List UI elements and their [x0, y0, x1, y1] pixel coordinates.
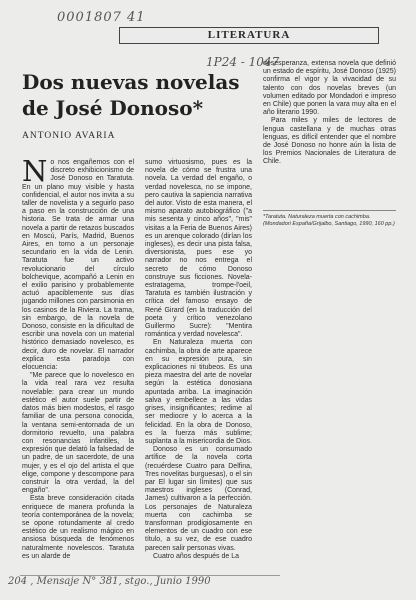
article-column-3 — [263, 60, 396, 167]
paragraph: Esta breve consideración citada enriquece de manera profunda la teoría contemporánea de la novela; se opone rotundamente al credo estético de un realismo mágico en ansiosa búsqueda de fenómenos naturalmente novelescos. Taratuta es un alarde de — [22, 495, 134, 560]
paragraph: Cuatro años después de La — [153, 552, 240, 560]
handwritten-reference: 1P24 - 1047 — [206, 55, 280, 69]
paragraph: Para miles y miles de lectores de lengua castellana y de muchas otras lenguas, es difícil entender que el nombre de José Donoso no honre aún la lista de los Premios Nacionales de Literatura de Chile. — [263, 117, 396, 166]
handwritten-archive-number: 0001807 41 — [57, 10, 146, 25]
drop-cap: N — [22, 154, 48, 188]
paragraph: Donoso es un consumado artífice de la novela corta (recuérdese Cuatro para Delfina, Tres novelitas burguesas), o el sin par El lugar sin límites) que sus maestros ingleses (Conrad, James) cultivaron a la perfección. Los personajes de Naturaleza muerta con cachimba se transforman prodigiosamente en elementos de un cuadro con ese título, a su vez, de ese cuadro parecen salir personas vivas. — [145, 446, 252, 552]
article-author: ANTONIO AVARIA — [22, 131, 116, 141]
handwritten-source-note: 204 , Mensaje N° 381, stgo., Junio 1990 — [8, 576, 211, 587]
paragraph: En Naturaleza muerta con cachimba, la obra de arte aparece en su expresión pura, sin explicaciones ni titubeos. Es una pieza maestra del arte de novelar según la estética donosiana apuntada arriba. La imaginación salva y embellece a las vidas grises, insignificantes; redime al ser mediocre y lo acerca a la felicidad. En la obra de Donoso, es la fuerza más sublime; suplanta a la misericordia de Dios. — [145, 339, 252, 445]
article-title: Dos nuevas novelas de José Donoso* — [22, 70, 240, 120]
article-column-2 — [145, 159, 252, 561]
article-column-1 — [22, 154, 134, 561]
paragraph: "Me parece que lo novelesco en la vida real rara vez resulta novelable: para crear un mundo estético el autor suele partir de datos más bien modestos, el rasgo familiar de una persona conocida, la ventana semi-entornada de un dormitorio revuelto, una palabra con resonancias infantiles, la expresión que delató la falsedad de un padre, de un sacerdote, de una mujer, y es el ojo del artista el que elige, compone y descompone para construir la otra verdad, la del engaño". — [22, 372, 134, 495]
section-header: LITERATURA — [119, 27, 379, 44]
paragraph: sumo virtuosismo, pues es la novela de cómo se frustra una novela. La verdad del engaño, o verdad novelesca, no se impone, pero cautiva la sapiencia narrativa del autor. Visto de esta manera, el mismo aparato autobiográfico ("a mis sesenta y cinco años", "mis" visitas a la Feria de Buenos Aires) es un arenque colorado (dirían los ingleses), es decir una pista falsa, diversionista, pues ese yo narrador no nos entrega el secreto de cómo Donoso construye sus ficciones. Novela-estratagema, trompe-l'oeil, Taratuta es también ilustración y crítica del famoso ensayo de René Girard (en la traducción del poeta y crítico venezolano Guillermo Sucre): "Mentira romántica y verdad novelesca". — [145, 159, 252, 339]
paragraph: desesperanza, extensa novela que definió un estado de espíritu, José Donoso (1925) confirma el vigor y la vivacidad de su talento con dos novelas breves (un volumen editado por Mondadori e impreso en Chile) que ponen la vara muy alta en el año literario 1990. — [263, 60, 396, 117]
paragraph-text: o nos engañemos con el discreto exhibicionismo de José Donoso en Taratuta. En un plano muy visible y hasta confidencial, el autor nos invita a su taller de novelista y a seguirlo paso a paso en la construcción de una historia. Se trata de armar una novela a partir de retazos buscados en Moscú, París, Madrid, Buenos Aires, en torno a un personaje secundario en la vida de Lenin. Taratuta fue un activo revolucionario del círculo bolchevique, acompañó a Lenin en el exilio parisino y probablemente actuó apaciblemente sus días jugando millones con parsimonia en los casinos de la Riviera. La trama, sin embargo, de la novela de Donoso, consiste en la dificultad de escribir una novela con un material histórico demasiado novelesco, es decir, duro de novelar. El narrador explica esta paradoja con elocuencia: — [22, 159, 134, 372]
footnote — [263, 210, 396, 227]
footnote-text: *Taratuta. Naturaleza muerta con cachimba. (Mondadori España/Grijalbo, Santiago, 1990, 160 pp.) — [263, 214, 395, 227]
paragraph — [22, 154, 134, 372]
